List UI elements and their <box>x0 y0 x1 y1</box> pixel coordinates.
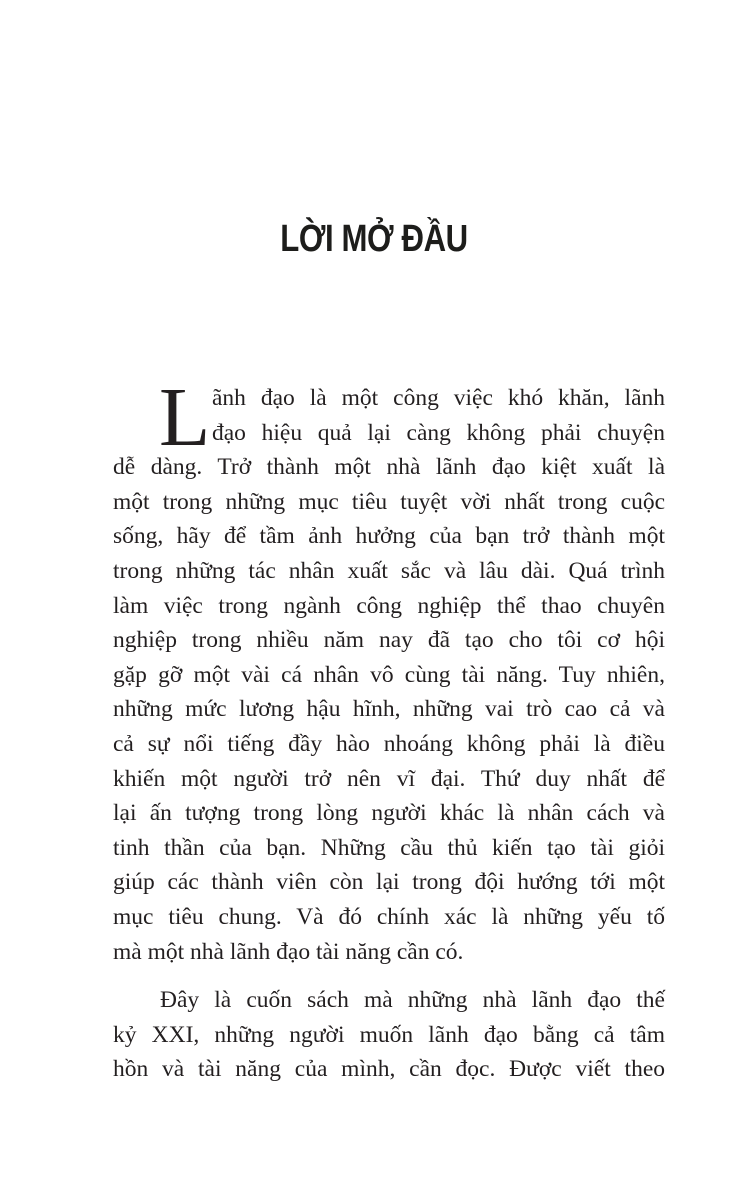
text-line: hồn và tài năng của mình, cần đọc. Được viết theo <box>113 1056 665 1083</box>
text-line: gặp gỡ một vài cá nhân vô cùng tài năng. Tuy nhiên, <box>113 661 665 688</box>
drop-cap: L <box>159 371 211 464</box>
text-line: ãnh đạo là một công việc khó khăn, lãnh <box>212 385 665 411</box>
body-text <box>113 371 665 1087</box>
text-line: giúp các thành viên còn lại trong đội hướng tới một <box>113 869 665 896</box>
text-line: trong những tác nhân xuất sắc và lâu dài. Quá trình <box>113 557 665 584</box>
text-line: kỷ XXI, những người muốn lãnh đạo bằng cả tâm <box>113 1021 665 1048</box>
text-line: Đây là cuốn sách mà những nhà lãnh đạo thế <box>160 987 665 1014</box>
text-line: cả sự nổi tiếng đầy hào nhoáng không phải là điều <box>113 730 665 757</box>
text-line: đạo hiệu quả lại càng không phải chuyện <box>212 419 665 446</box>
text-line: mà một nhà lãnh đạo tài năng cần có. <box>113 938 464 965</box>
text-line: nghiệp trong nhiều năm nay đã tạo cho tôi cơ hội <box>113 627 665 654</box>
chapter-title: LỜI MỞ ĐẦU <box>280 218 468 260</box>
text-line: dễ dàng. Trở thành một nhà lãnh đạo kiệt xuất là <box>113 454 665 481</box>
text-line: lại ấn tượng trong lòng người khác là nhân cách và <box>113 800 665 827</box>
text-line: một trong những mục tiêu tuyệt vời nhất trong cuộc <box>113 488 665 515</box>
text-line: sống, hãy để tầm ảnh hưởng của bạn trở thành một <box>113 523 665 550</box>
text-line: khiến một người trở nên vĩ đại. Thứ duy nhất để <box>113 765 665 792</box>
text-line: làm việc trong ngành công nghiệp thể thao chuyên <box>113 592 665 619</box>
paragraph-spacing <box>113 969 665 983</box>
paragraph-1 <box>113 371 665 969</box>
text-line: tinh thần của bạn. Những cầu thủ kiến tạo tài giỏi <box>113 834 665 861</box>
paragraph-2 <box>113 983 665 1087</box>
text-line: những mức lương hậu hĩnh, những vai trò cao cả và <box>113 696 665 723</box>
text-line: mục tiêu chung. Và đó chính xác là những yếu tố <box>113 903 665 930</box>
